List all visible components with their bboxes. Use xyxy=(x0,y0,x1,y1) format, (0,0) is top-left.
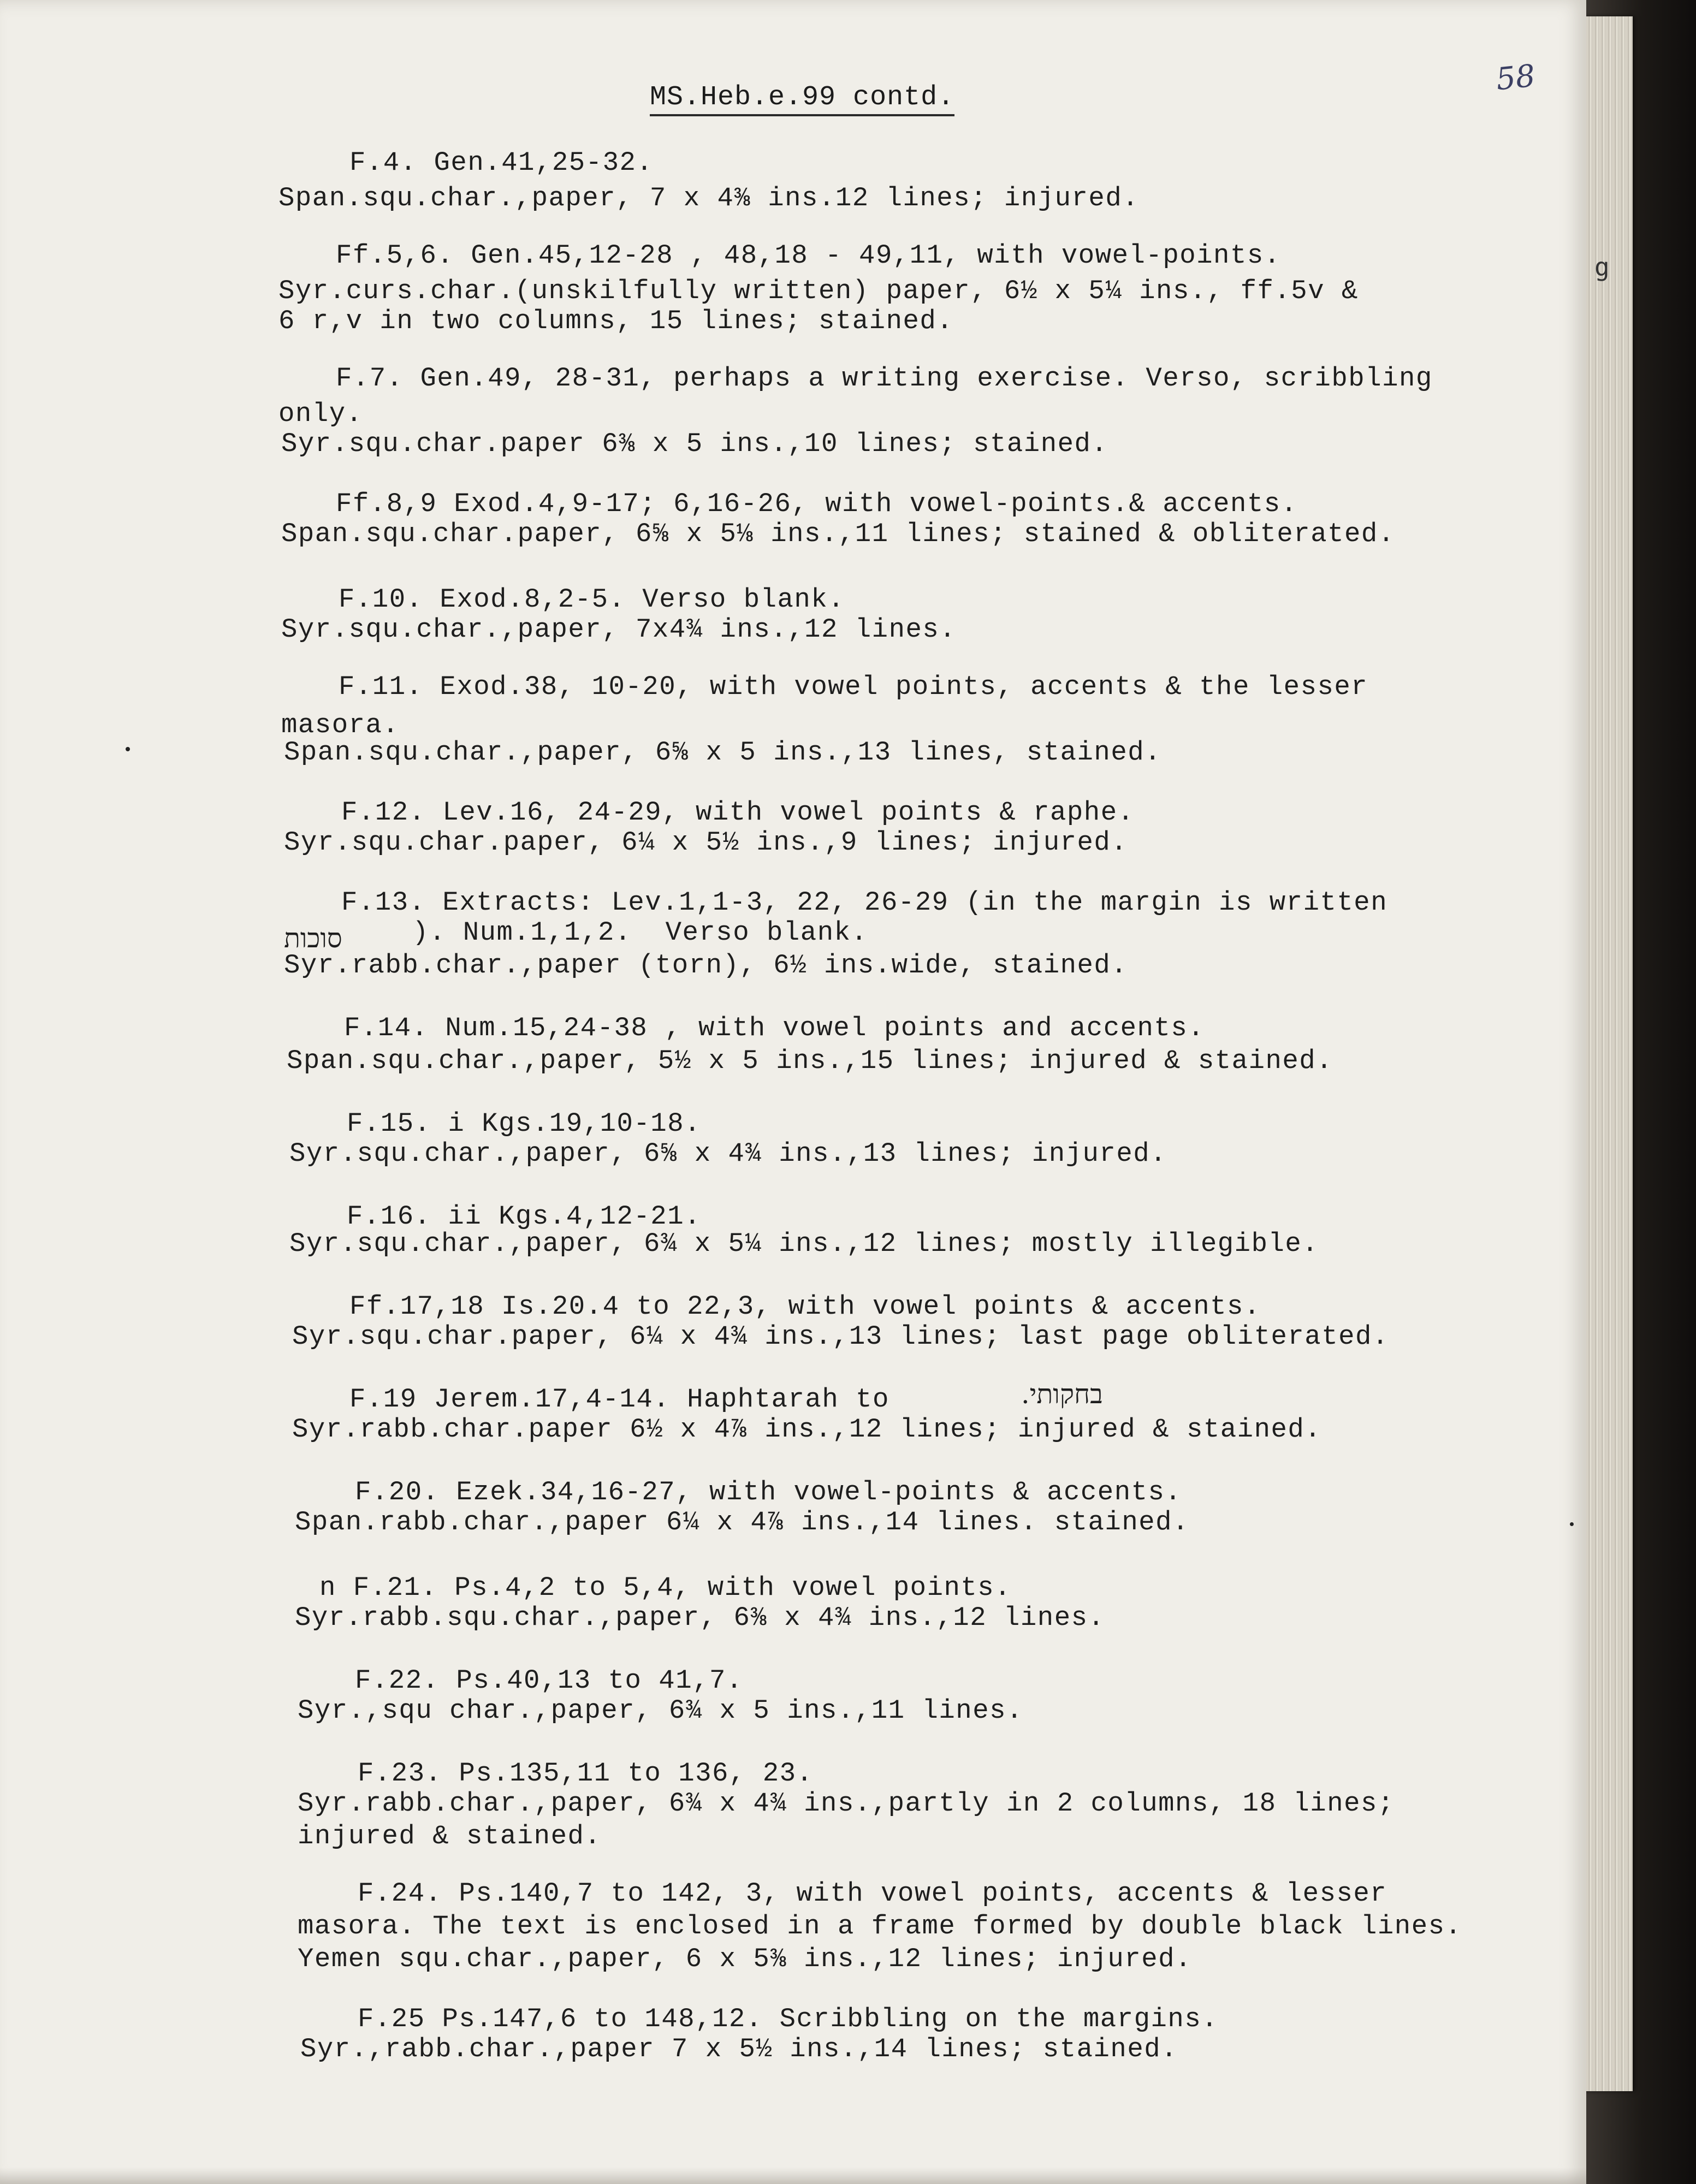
entry-line: Syr.squ.char.,paper, 7x4¾ ins.,12 lines. xyxy=(281,614,957,645)
entry-line: ). Num.1,1,2. Verso blank. xyxy=(412,917,868,948)
entry-line: 6 r,v in two columns, 15 lines; stained. xyxy=(278,306,954,336)
entry-line: injured & stained. xyxy=(298,1821,602,1851)
hebrew-word: בחקותי. xyxy=(1021,1379,1103,1410)
ink-dot xyxy=(126,747,130,751)
entry-line: F.10. Exod.8,2-5. Verso blank. xyxy=(339,584,845,615)
entry-line: masora. xyxy=(281,710,400,740)
entry-line: Span.squ.char.,paper, 5½ x 5 ins.,15 lines; injured & stained. xyxy=(287,1046,1333,1076)
entry-line: F.14. Num.15,24-38 , with vowel points and accents. xyxy=(344,1013,1205,1043)
entry-line: Yemen squ.char.,paper, 6 x 5⅜ ins.,12 lines; injured. xyxy=(298,1944,1192,1974)
entry-line: F.13. Extracts: Lev.1,1-3, 22, 26-29 (in the margin is written xyxy=(341,887,1388,918)
entry-line: F.22. Ps.40,13 to 41,7. xyxy=(355,1665,743,1696)
entry-line: Span.squ.char.,paper, 6⅝ x 5 ins.,13 lines, stained. xyxy=(284,737,1162,768)
entry-line: F.7. Gen.49, 28-31, perhaps a writing exercise. Verso, scribbling xyxy=(336,363,1433,394)
entry-line: F.20. Ezek.34,16-27, with vowel-points & accents. xyxy=(355,1477,1182,1508)
entry-line: Ff.17,18 Is.20.4 to 22,3, with vowel points & accents. xyxy=(349,1291,1261,1322)
entry-line: Syr.curs.char.(unskilfully written) paper, 6½ x 5¼ ins., ff.5v & xyxy=(278,276,1359,306)
entry-line: F.24. Ps.140,7 to 142, 3, with vowel points, accents & lesser xyxy=(358,1878,1387,1909)
entry-line: Syr.squ.char.,paper, 6⅝ x 4¾ ins.,13 lines; injured. xyxy=(289,1138,1167,1169)
entry-line: F.12. Lev.16, 24-29, with vowel points & raphe. xyxy=(341,797,1135,828)
entry-line: F.11. Exod.38, 10-20, with vowel points, accents & the lesser xyxy=(339,672,1368,702)
entry-line: Syr.,rabb.char.,paper 7 x 5½ ins.,14 lines; stained. xyxy=(300,2034,1178,2064)
entry-line: F.25 Ps.147,6 to 148,12. Scribbling on the margins. xyxy=(358,2004,1219,2034)
hebrew-word: סוכות xyxy=(284,923,342,954)
entry-line: Span.rabb.char.,paper 6¼ x 4⅞ ins.,14 lines. stained. xyxy=(295,1507,1189,1538)
entry-line: masora. The text is enclosed in a frame formed by double black lines. xyxy=(298,1911,1462,1942)
entry-line: F.4. Gen.41,25-32. xyxy=(349,147,654,178)
entry-line: F.15. i Kgs.19,10-18. xyxy=(347,1108,702,1139)
entry-line: Syr.squ.char.paper, 6¼ x 4¾ ins.,13 lines; last page obliterated. xyxy=(292,1321,1389,1352)
entry-line: Syr.rabb.squ.char.,paper, 6⅜ x 4¾ ins.,12 lines. xyxy=(295,1603,1105,1633)
entry-line: Syr.squ.char.paper, 6¼ x 5½ ins.,9 lines; injured. xyxy=(284,827,1128,858)
entry-line: Syr.squ.char.,paper, 6¾ x 5¼ ins.,12 lines; mostly illegible. xyxy=(289,1228,1319,1259)
entry-line: Syr.rabb.char.,paper (torn), 6½ ins.wide, stained. xyxy=(284,950,1128,981)
entry-line: F.23. Ps.135,11 to 136, 23. xyxy=(358,1758,814,1789)
entry-line: Span.squ.char.,paper, 7 x 4⅜ ins.12 lines; injured. xyxy=(278,183,1140,213)
entry-line: Syr.rabb.char.paper 6½ x 4⅞ ins.,12 lines; injured & stained. xyxy=(292,1414,1322,1445)
page-header-text: MS.Heb.e.99 contd. xyxy=(650,82,954,116)
folio-number: 58 xyxy=(1494,58,1537,98)
entry-line: only. xyxy=(278,399,363,429)
entry-line: Ff.8,9 Exod.4,9-17; 6,16-26, with vowel-points.& accents. xyxy=(336,489,1298,519)
entry-line: Syr.squ.char.paper 6⅜ x 5 ins.,10 lines; stained. xyxy=(281,429,1108,459)
entry-line: Syr.,squ char.,paper, 6¾ x 5 ins.,11 lines. xyxy=(298,1695,1023,1726)
ink-dot xyxy=(1570,1522,1574,1526)
margin-mark: g xyxy=(1594,252,1610,282)
entry-line: n F.21. Ps.4,2 to 5,4, with vowel points. xyxy=(319,1572,1012,1603)
entry-line: Ff.5,6. Gen.45,12-28 , 48,18 - 49,11, with vowel-points. xyxy=(336,240,1281,271)
page-header xyxy=(650,82,954,113)
entry-line: Syr.rabb.char.,paper, 6¾ x 4¾ ins.,partly in 2 columns, 18 lines; xyxy=(298,1788,1395,1819)
entry-line: F.19 Jerem.17,4-14. Haphtarah to xyxy=(349,1384,889,1415)
entry-line: Span.squ.char.paper, 6⅝ x 5⅛ ins.,11 lines; stained & obliterated. xyxy=(281,519,1395,549)
entry-line: F.16. ii Kgs.4,12-21. xyxy=(347,1201,702,1232)
